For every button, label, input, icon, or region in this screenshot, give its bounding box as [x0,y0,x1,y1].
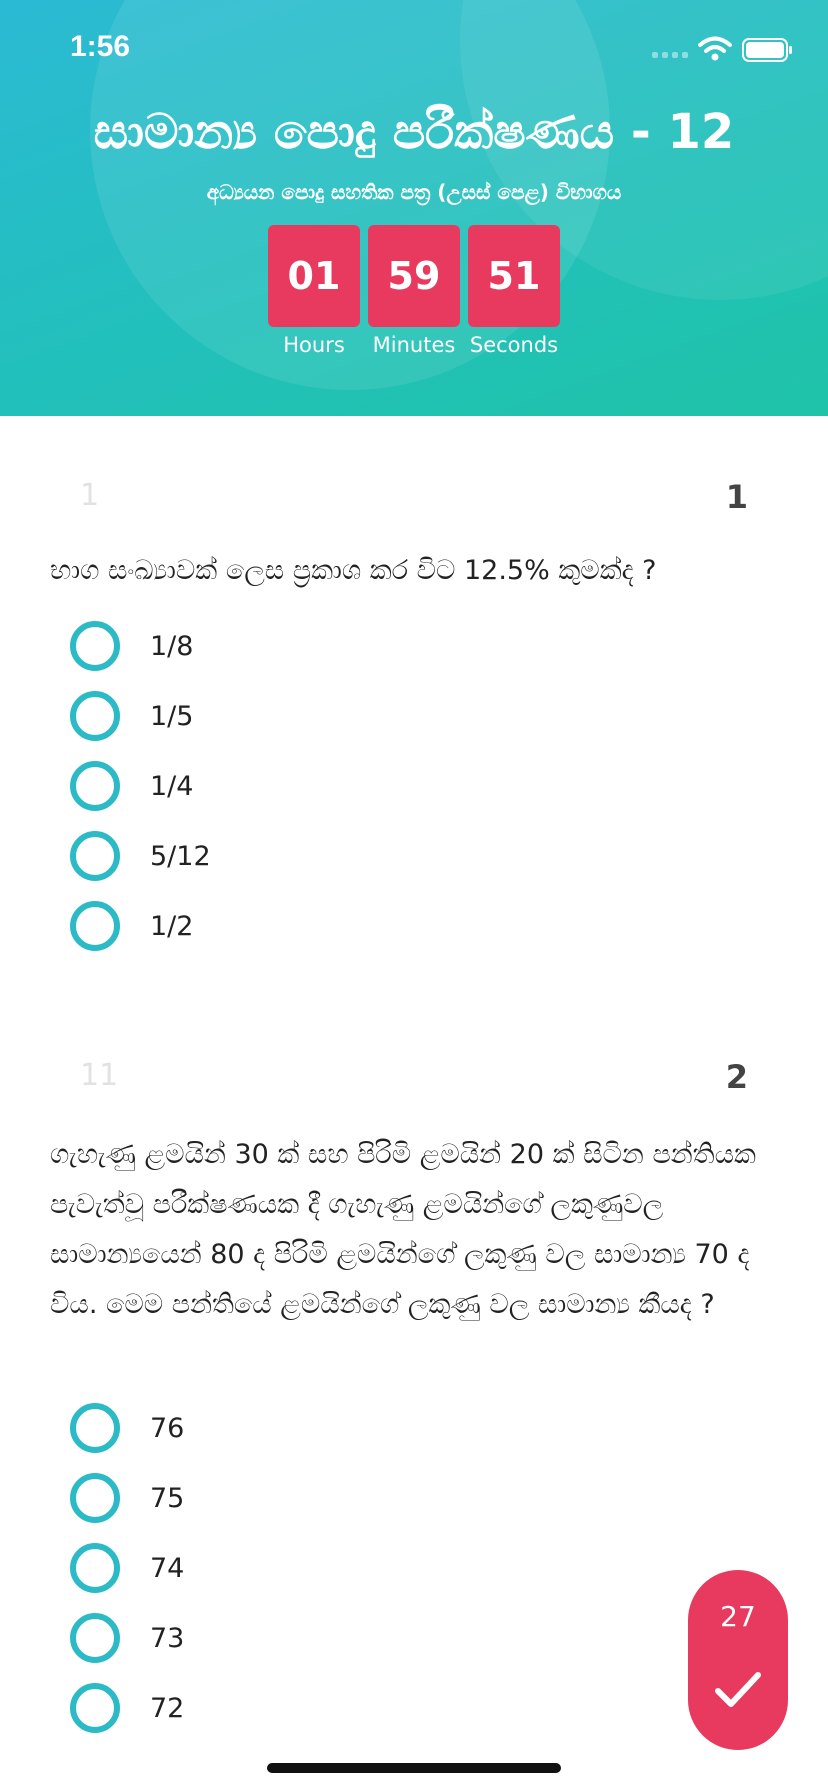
question-text: භාග සංඛ්‍යාවක් ලෙස ප්‍රකාශ කර විට 12.5% කුමක්ද ? [50,555,657,586]
answer-option[interactable] [70,611,211,681]
answer-option[interactable] [70,891,211,961]
check-icon [714,1670,762,1710]
answered-count: 27 [720,1600,756,1633]
option-list [70,1393,184,1743]
option-label: 1/4 [150,770,194,802]
answer-option[interactable] [70,751,211,821]
timer-hours-label: Hours [283,333,345,357]
option-label: 1/8 [150,630,194,662]
countdown-timer [268,225,560,357]
timer-hours [268,225,360,357]
radio-button[interactable] [70,1683,120,1733]
option-label: 75 [150,1482,185,1514]
answer-option[interactable] [70,681,211,751]
timer-minutes-value: 59 [368,225,460,327]
timer-hours-value: 01 [268,225,360,327]
answer-option[interactable] [70,821,211,891]
exam-header [0,0,828,416]
timer-minutes-label: Minutes [372,333,456,357]
answer-option[interactable] [70,1463,184,1533]
wifi-icon [698,36,732,62]
option-label: 74 [150,1552,185,1584]
radio-button[interactable] [70,1403,120,1453]
page-title: සාමාන්‍ය පොදු පරීක්ෂණය - 12 [93,104,735,160]
radio-button[interactable] [70,1543,120,1593]
radio-button[interactable] [70,761,120,811]
radio-button[interactable] [70,621,120,671]
option-list [70,611,211,961]
question-meta: 11 [80,1058,119,1093]
answer-option[interactable] [70,1603,184,1673]
status-time: 1:56 [70,30,131,63]
page-subtitle: අධ්‍යයන පොදු සහතික පත්‍ර (උසස් පෙළ) විභාගය [206,180,622,204]
option-label: 5/12 [150,840,211,872]
question-number: 1 [725,478,748,516]
answer-option[interactable] [70,1533,184,1603]
question-meta: 1 [80,478,100,513]
answer-option[interactable] [70,1673,184,1743]
battery-icon [742,38,794,62]
radio-button[interactable] [70,831,120,881]
question-text: ගැහැණු ළමයින් 30 ක් සහ පිරිමි ළමයින් 20 ක් සිටින පන්තියක පැවැත්වූ පරීක්ෂණයක දී ගැහැණු ළමයින්ගේ ලකුණුවල සාමාන්‍යයෙන් 80 ද පිරිමි ළමයින්ගේ ලකුණු වල සාමාන්‍ය 70 ද විය. මෙම පන්තියේ ළමයින්ගේ ලකුණු වල සාමාන්‍ය කීයද ? [50,1139,756,1320]
answer-option[interactable] [70,1393,184,1463]
timer-seconds-label: Seconds [469,333,559,357]
option-label: 73 [150,1622,185,1654]
radio-button[interactable] [70,1613,120,1663]
option-label: 76 [150,1412,185,1444]
radio-button[interactable] [70,901,120,951]
home-indicator[interactable] [267,1763,561,1773]
timer-minutes [368,225,460,357]
radio-button[interactable] [70,691,120,741]
submit-answers-button[interactable] [688,1570,788,1750]
option-label: 1/2 [150,910,194,942]
signal-icon [652,52,688,58]
timer-seconds [468,225,560,357]
timer-seconds-value: 51 [468,225,560,327]
option-label: 1/5 [150,700,194,732]
radio-button[interactable] [70,1473,120,1523]
option-label: 72 [150,1692,185,1724]
question-number: 2 [725,1058,748,1096]
